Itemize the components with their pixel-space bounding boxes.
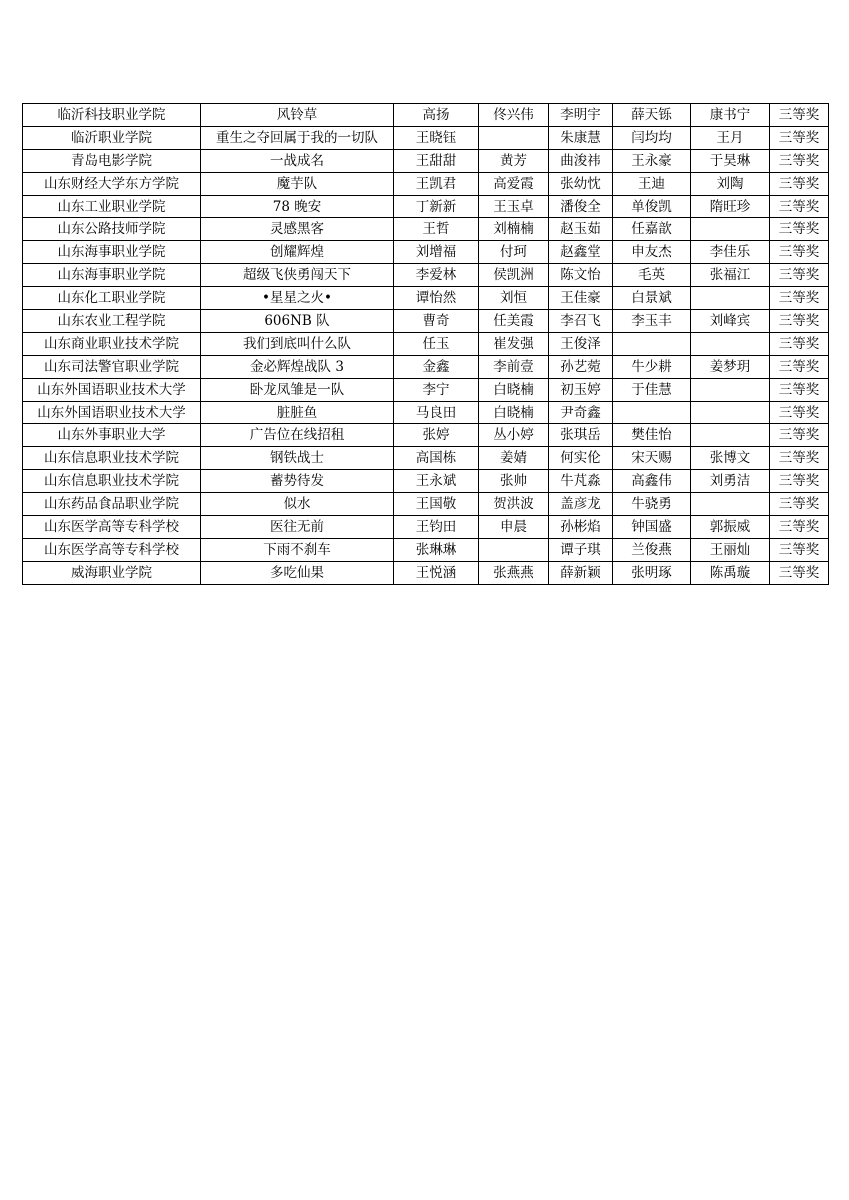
member-5-cell <box>691 493 770 516</box>
award-level-cell: 三等奖 <box>770 332 829 355</box>
member-5-cell: 王丽灿 <box>691 538 770 561</box>
team-name-cell: 金必辉煌战队 3 <box>201 355 394 378</box>
school-cell: 山东信息职业技术学院 <box>23 447 201 470</box>
member-5-cell: 陈禹璇 <box>691 561 770 584</box>
member-1-cell: 张琳琳 <box>394 538 479 561</box>
member-5-cell: 康书宁 <box>691 104 770 127</box>
team-name-cell: 卧龙凤雏是一队 <box>201 378 394 401</box>
member-4-cell: 王永豪 <box>613 149 691 172</box>
table-row <box>23 447 829 470</box>
team-name-cell: 蓄势待发 <box>201 470 394 493</box>
school-cell: 山东农业工程学院 <box>23 310 201 333</box>
table-row <box>23 264 829 287</box>
member-5-cell: 于昊琳 <box>691 149 770 172</box>
member-1-cell: 王钧田 <box>394 516 479 539</box>
school-cell: 山东工业职业学院 <box>23 195 201 218</box>
table-row <box>23 172 829 195</box>
member-2-cell: 刘楠楠 <box>479 218 549 241</box>
team-name-cell: •星星之火• <box>201 287 394 310</box>
table-row <box>23 287 829 310</box>
member-1-cell: 马良田 <box>394 401 479 424</box>
table-row <box>23 126 829 149</box>
member-1-cell: 王晓钰 <box>394 126 479 149</box>
member-5-cell: 郭振威 <box>691 516 770 539</box>
member-1-cell: 丁新新 <box>394 195 479 218</box>
school-cell: 山东商业职业技术学院 <box>23 332 201 355</box>
member-3-cell: 朱康慧 <box>549 126 613 149</box>
table-row <box>23 149 829 172</box>
member-2-cell <box>479 126 549 149</box>
school-cell: 山东外事职业大学 <box>23 424 201 447</box>
member-3-cell: 曲浚祎 <box>549 149 613 172</box>
team-name-cell: 重生之夺回属于我的一切队 <box>201 126 394 149</box>
member-5-cell: 隋旺珍 <box>691 195 770 218</box>
member-4-cell: 兰俊燕 <box>613 538 691 561</box>
team-name-cell: 606NB 队 <box>201 310 394 333</box>
member-5-cell: 姜梦玥 <box>691 355 770 378</box>
award-level-cell: 三等奖 <box>770 287 829 310</box>
school-cell: 山东财经大学东方学院 <box>23 172 201 195</box>
member-5-cell: 刘勇洁 <box>691 470 770 493</box>
member-3-cell: 薛新颖 <box>549 561 613 584</box>
member-3-cell: 孙艺菀 <box>549 355 613 378</box>
team-name-cell: 风铃草 <box>201 104 394 127</box>
member-4-cell: 闫均均 <box>613 126 691 149</box>
table-row <box>23 424 829 447</box>
member-2-cell: 黄芳 <box>479 149 549 172</box>
member-5-cell: 张福江 <box>691 264 770 287</box>
member-3-cell: 何实伦 <box>549 447 613 470</box>
table-row <box>23 355 829 378</box>
member-4-cell: 张明琢 <box>613 561 691 584</box>
member-4-cell: 薛天铄 <box>613 104 691 127</box>
award-level-cell: 三等奖 <box>770 516 829 539</box>
member-4-cell: 宋天赐 <box>613 447 691 470</box>
table-row <box>23 378 829 401</box>
member-1-cell: 王国敬 <box>394 493 479 516</box>
member-4-cell: 李玉丰 <box>613 310 691 333</box>
member-3-cell: 潘俊全 <box>549 195 613 218</box>
member-1-cell: 高国栋 <box>394 447 479 470</box>
team-name-cell: 似水 <box>201 493 394 516</box>
school-cell: 山东海事职业学院 <box>23 241 201 264</box>
member-5-cell <box>691 424 770 447</box>
team-name-cell: 我们到底叫什么队 <box>201 332 394 355</box>
member-2-cell: 贺洪波 <box>479 493 549 516</box>
member-3-cell: 陈文怡 <box>549 264 613 287</box>
member-1-cell: 金鑫 <box>394 355 479 378</box>
school-cell: 青岛电影学院 <box>23 149 201 172</box>
table-row <box>23 218 829 241</box>
award-level-cell: 三等奖 <box>770 149 829 172</box>
table-row <box>23 195 829 218</box>
team-name-cell: 医往无前 <box>201 516 394 539</box>
member-2-cell: 张帅 <box>479 470 549 493</box>
team-name-cell: 78 晚安 <box>201 195 394 218</box>
award-level-cell: 三等奖 <box>770 447 829 470</box>
member-1-cell: 王凯君 <box>394 172 479 195</box>
member-4-cell: 于佳慧 <box>613 378 691 401</box>
member-2-cell: 任美霞 <box>479 310 549 333</box>
member-4-cell: 钟国盛 <box>613 516 691 539</box>
award-level-cell: 三等奖 <box>770 378 829 401</box>
member-3-cell: 李召飞 <box>549 310 613 333</box>
member-2-cell: 白晓楠 <box>479 401 549 424</box>
member-4-cell: 申友杰 <box>613 241 691 264</box>
member-5-cell: 李佳乐 <box>691 241 770 264</box>
member-2-cell <box>479 538 549 561</box>
school-cell: 山东药品食品职业学院 <box>23 493 201 516</box>
table-row <box>23 401 829 424</box>
school-cell: 山东海事职业学院 <box>23 264 201 287</box>
member-3-cell: 牛芃淼 <box>549 470 613 493</box>
member-1-cell: 谭怡然 <box>394 287 479 310</box>
member-4-cell: 王迪 <box>613 172 691 195</box>
member-5-cell: 张博文 <box>691 447 770 470</box>
member-4-cell: 白景斌 <box>613 287 691 310</box>
team-name-cell: 广告位在线招租 <box>201 424 394 447</box>
award-level-cell: 三等奖 <box>770 241 829 264</box>
award-level-cell: 三等奖 <box>770 104 829 127</box>
member-1-cell: 王哲 <box>394 218 479 241</box>
member-2-cell: 崔发强 <box>479 332 549 355</box>
team-name-cell: 多吃仙果 <box>201 561 394 584</box>
member-1-cell: 李宁 <box>394 378 479 401</box>
member-3-cell: 初玉婷 <box>549 378 613 401</box>
award-level-cell: 三等奖 <box>770 401 829 424</box>
award-level-cell: 三等奖 <box>770 310 829 333</box>
member-5-cell: 刘峰宾 <box>691 310 770 333</box>
member-3-cell: 尹奇鑫 <box>549 401 613 424</box>
table-row <box>23 538 829 561</box>
award-level-cell: 三等奖 <box>770 538 829 561</box>
team-name-cell: 脏脏鱼 <box>201 401 394 424</box>
member-5-cell <box>691 332 770 355</box>
school-cell: 山东信息职业技术学院 <box>23 470 201 493</box>
member-5-cell: 刘陶 <box>691 172 770 195</box>
award-level-cell: 三等奖 <box>770 424 829 447</box>
member-2-cell: 姜婧 <box>479 447 549 470</box>
member-4-cell: 高鑫伟 <box>613 470 691 493</box>
member-1-cell: 王悦涵 <box>394 561 479 584</box>
award-level-cell: 三等奖 <box>770 355 829 378</box>
member-3-cell: 王俊泽 <box>549 332 613 355</box>
school-cell: 山东化工职业学院 <box>23 287 201 310</box>
table-row <box>23 332 829 355</box>
school-cell: 威海职业学院 <box>23 561 201 584</box>
member-2-cell: 王玉卓 <box>479 195 549 218</box>
school-cell: 山东司法警官职业学院 <box>23 355 201 378</box>
table-row <box>23 493 829 516</box>
team-name-cell: 钢铁战士 <box>201 447 394 470</box>
member-3-cell: 孙彬焰 <box>549 516 613 539</box>
member-2-cell: 佟兴伟 <box>479 104 549 127</box>
member-2-cell: 侯凯洲 <box>479 264 549 287</box>
award-level-cell: 三等奖 <box>770 218 829 241</box>
table-row <box>23 310 829 333</box>
member-2-cell: 付珂 <box>479 241 549 264</box>
school-cell: 山东外国语职业技术大学 <box>23 378 201 401</box>
team-name-cell: 魔芋队 <box>201 172 394 195</box>
member-4-cell: 毛英 <box>613 264 691 287</box>
table-row <box>23 470 829 493</box>
member-4-cell <box>613 332 691 355</box>
member-4-cell: 任嘉歆 <box>613 218 691 241</box>
member-2-cell: 李前壹 <box>479 355 549 378</box>
school-cell: 山东医学高等专科学校 <box>23 538 201 561</box>
member-1-cell: 高扬 <box>394 104 479 127</box>
member-1-cell: 刘增福 <box>394 241 479 264</box>
member-2-cell: 刘恒 <box>479 287 549 310</box>
table-row <box>23 241 829 264</box>
school-cell: 临沂科技职业学院 <box>23 104 201 127</box>
award-table <box>22 103 829 585</box>
team-name-cell: 超级飞侠勇闯天下 <box>201 264 394 287</box>
member-3-cell: 张幼忱 <box>549 172 613 195</box>
award-level-cell: 三等奖 <box>770 470 829 493</box>
member-3-cell: 李明宇 <box>549 104 613 127</box>
award-table-body <box>23 104 829 585</box>
table-row <box>23 516 829 539</box>
member-2-cell: 高爱霞 <box>479 172 549 195</box>
member-3-cell: 赵鑫堂 <box>549 241 613 264</box>
member-4-cell <box>613 401 691 424</box>
member-1-cell: 李爱林 <box>394 264 479 287</box>
member-4-cell: 牛骁勇 <box>613 493 691 516</box>
team-name-cell: 下雨不刹车 <box>201 538 394 561</box>
school-cell: 临沂职业学院 <box>23 126 201 149</box>
member-3-cell: 谭子琪 <box>549 538 613 561</box>
school-cell: 山东外国语职业技术大学 <box>23 401 201 424</box>
member-2-cell: 申晨 <box>479 516 549 539</box>
member-4-cell: 单俊凯 <box>613 195 691 218</box>
member-3-cell: 张琪岳 <box>549 424 613 447</box>
member-3-cell: 盖彦龙 <box>549 493 613 516</box>
member-3-cell: 王佳豪 <box>549 287 613 310</box>
team-name-cell: 灵感黑客 <box>201 218 394 241</box>
table-row <box>23 561 829 584</box>
school-cell: 山东公路技师学院 <box>23 218 201 241</box>
award-level-cell: 三等奖 <box>770 493 829 516</box>
member-5-cell <box>691 287 770 310</box>
member-1-cell: 王甜甜 <box>394 149 479 172</box>
member-4-cell: 樊佳怡 <box>613 424 691 447</box>
member-3-cell: 赵玉茹 <box>549 218 613 241</box>
member-5-cell: 王月 <box>691 126 770 149</box>
member-5-cell <box>691 218 770 241</box>
award-level-cell: 三等奖 <box>770 172 829 195</box>
member-2-cell: 白晓楠 <box>479 378 549 401</box>
team-name-cell: 创耀辉煌 <box>201 241 394 264</box>
award-level-cell: 三等奖 <box>770 561 829 584</box>
team-name-cell: 一战成名 <box>201 149 394 172</box>
member-1-cell: 张婷 <box>394 424 479 447</box>
member-2-cell: 张燕燕 <box>479 561 549 584</box>
table-row <box>23 104 829 127</box>
award-level-cell: 三等奖 <box>770 126 829 149</box>
award-level-cell: 三等奖 <box>770 195 829 218</box>
member-1-cell: 任玉 <box>394 332 479 355</box>
award-level-cell: 三等奖 <box>770 264 829 287</box>
member-1-cell: 曹奇 <box>394 310 479 333</box>
member-5-cell <box>691 378 770 401</box>
member-5-cell <box>691 401 770 424</box>
school-cell: 山东医学高等专科学校 <box>23 516 201 539</box>
member-4-cell: 牛少耕 <box>613 355 691 378</box>
member-1-cell: 王永斌 <box>394 470 479 493</box>
member-2-cell: 丛小婷 <box>479 424 549 447</box>
